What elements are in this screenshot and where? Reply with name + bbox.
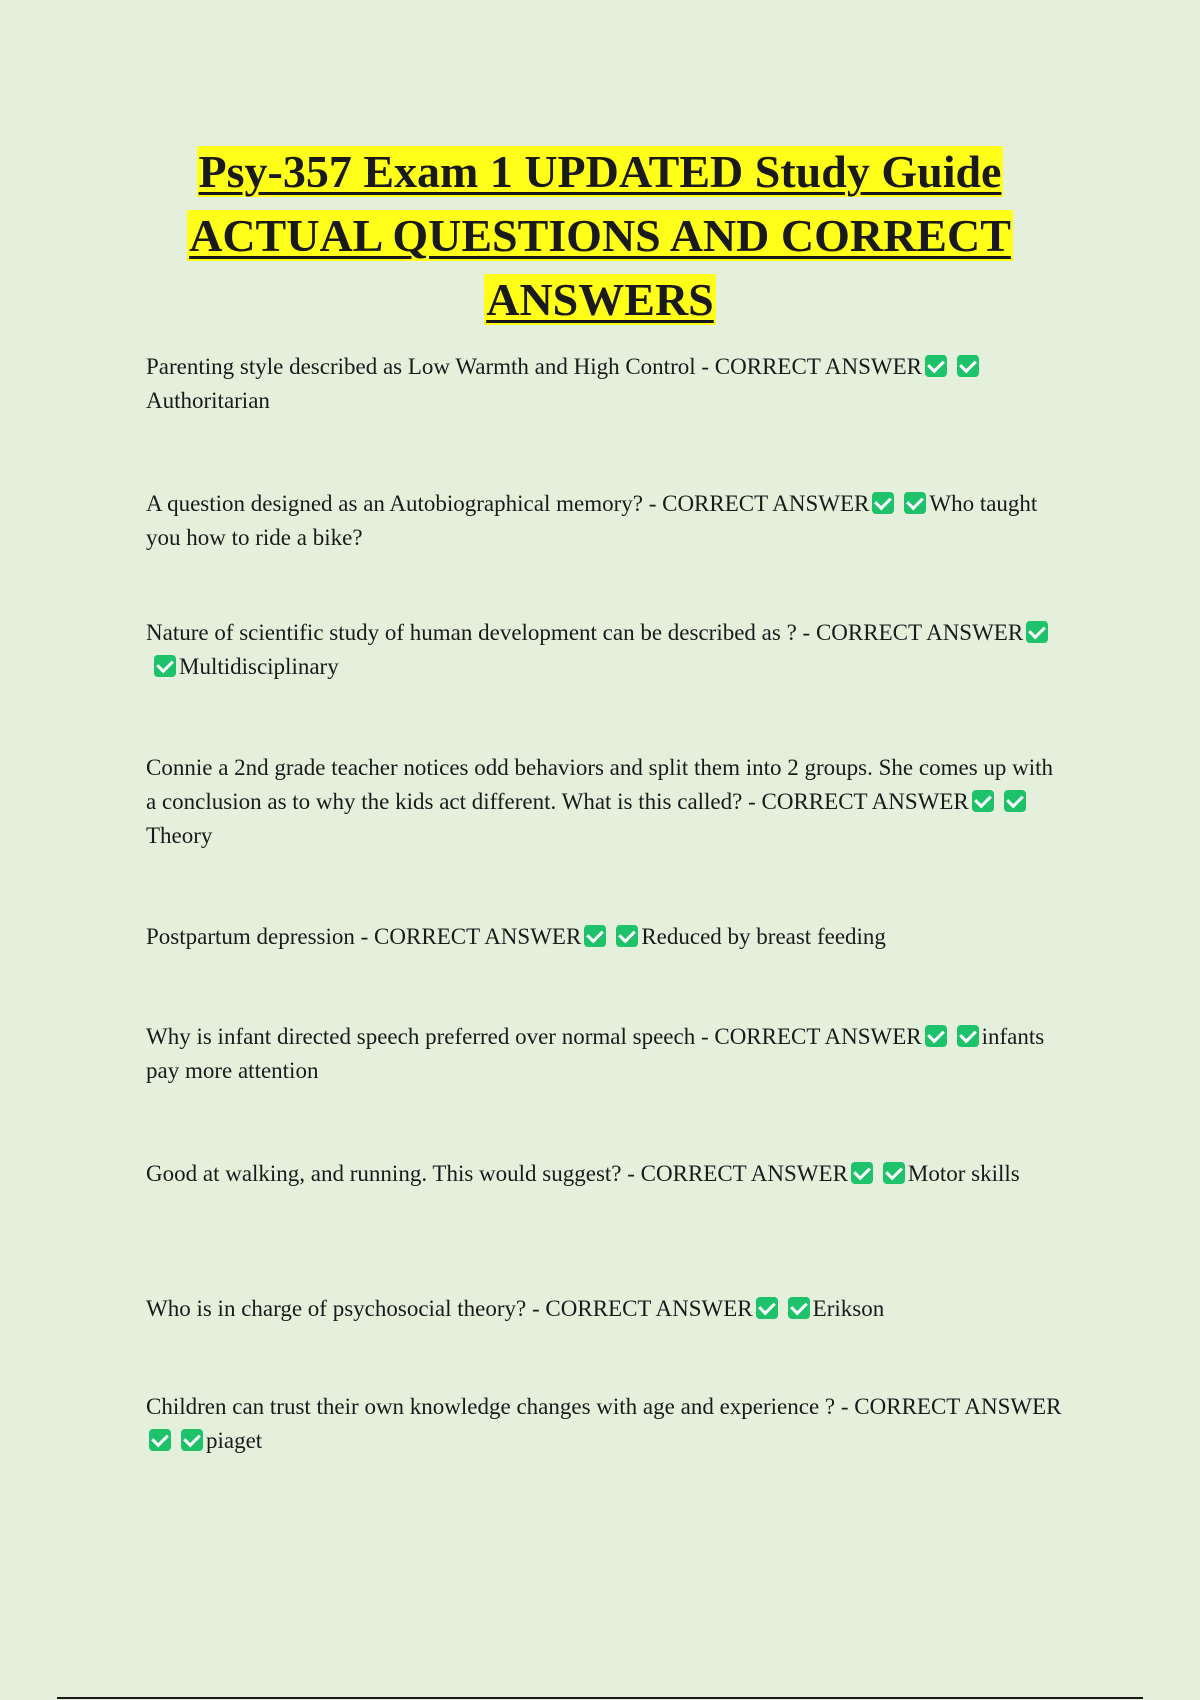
qa-item <box>146 920 1066 954</box>
question-text: Children can trust their own knowledge changes with age and experience ? - CORRECT ANSWER <box>146 1394 1062 1419</box>
check-icon <box>616 925 638 947</box>
qa-item <box>146 1157 1066 1191</box>
answer-text: infants pay more attention <box>146 1024 1045 1083</box>
answer-text: Multidisciplinary <box>179 654 339 679</box>
answer-text: Erikson <box>812 1296 885 1321</box>
answer-text: Theory <box>146 823 213 848</box>
check-icon <box>972 790 994 812</box>
check-icon <box>154 655 176 677</box>
qa-item <box>146 1292 1066 1326</box>
qa-item <box>146 616 1066 684</box>
question-text: Connie a 2nd grade teacher notices odd behaviors and split them into 2 groups. She comes up with a conclusion as to why the kids act different. What is this called? - CORRECT ANSWER <box>146 755 1054 814</box>
check-icon <box>851 1162 873 1184</box>
check-icon <box>872 492 894 514</box>
bottom-divider <box>57 1697 1143 1699</box>
qa-item <box>146 751 1066 853</box>
document-title <box>120 140 1080 332</box>
question-text: Parenting style described as Low Warmth and High Control - CORRECT ANSWER <box>146 354 923 379</box>
check-icon <box>957 1025 979 1047</box>
answer-text: Motor skills <box>907 1161 1020 1186</box>
title-line-1: Psy-357 Exam 1 UPDATED Study Guide <box>198 146 1002 197</box>
check-icon <box>957 355 979 377</box>
question-text: Postpartum depression - CORRECT ANSWER <box>146 924 582 949</box>
check-icon <box>1004 790 1026 812</box>
answer-text: Who taught you how to ride a bike? <box>146 491 1038 550</box>
question-text: Nature of scientific study of human development can be described as ? - CORRECT ANSWER <box>146 620 1024 645</box>
question-text: A question designed as an Autobiographical memory? - CORRECT ANSWER <box>146 491 870 516</box>
check-icon <box>925 355 947 377</box>
check-icon <box>1026 621 1048 643</box>
check-icon <box>756 1297 778 1319</box>
check-icon <box>584 925 606 947</box>
qa-item <box>146 1020 1066 1088</box>
question-text: Why is infant directed speech preferred over normal speech - CORRECT ANSWER <box>146 1024 922 1049</box>
check-icon <box>788 1297 810 1319</box>
answer-text: Authoritarian <box>146 388 270 413</box>
qa-item <box>146 350 1066 418</box>
qa-item <box>146 487 1066 555</box>
answer-text: Reduced by breast feeding <box>641 924 886 949</box>
check-icon <box>925 1025 947 1047</box>
answer-text: piaget <box>206 1428 263 1453</box>
question-text: Who is in charge of psychosocial theory? - CORRECT ANSWER <box>146 1296 753 1321</box>
title-line-3: ANSWERS <box>486 274 714 325</box>
check-icon <box>149 1429 171 1451</box>
check-icon <box>904 492 926 514</box>
title-line-2: ACTUAL QUESTIONS AND CORRECT <box>189 210 1011 261</box>
question-text: Good at walking, and running. This would suggest? - CORRECT ANSWER <box>146 1161 848 1186</box>
check-icon <box>181 1429 203 1451</box>
qa-item <box>146 1390 1066 1458</box>
check-icon <box>883 1162 905 1184</box>
